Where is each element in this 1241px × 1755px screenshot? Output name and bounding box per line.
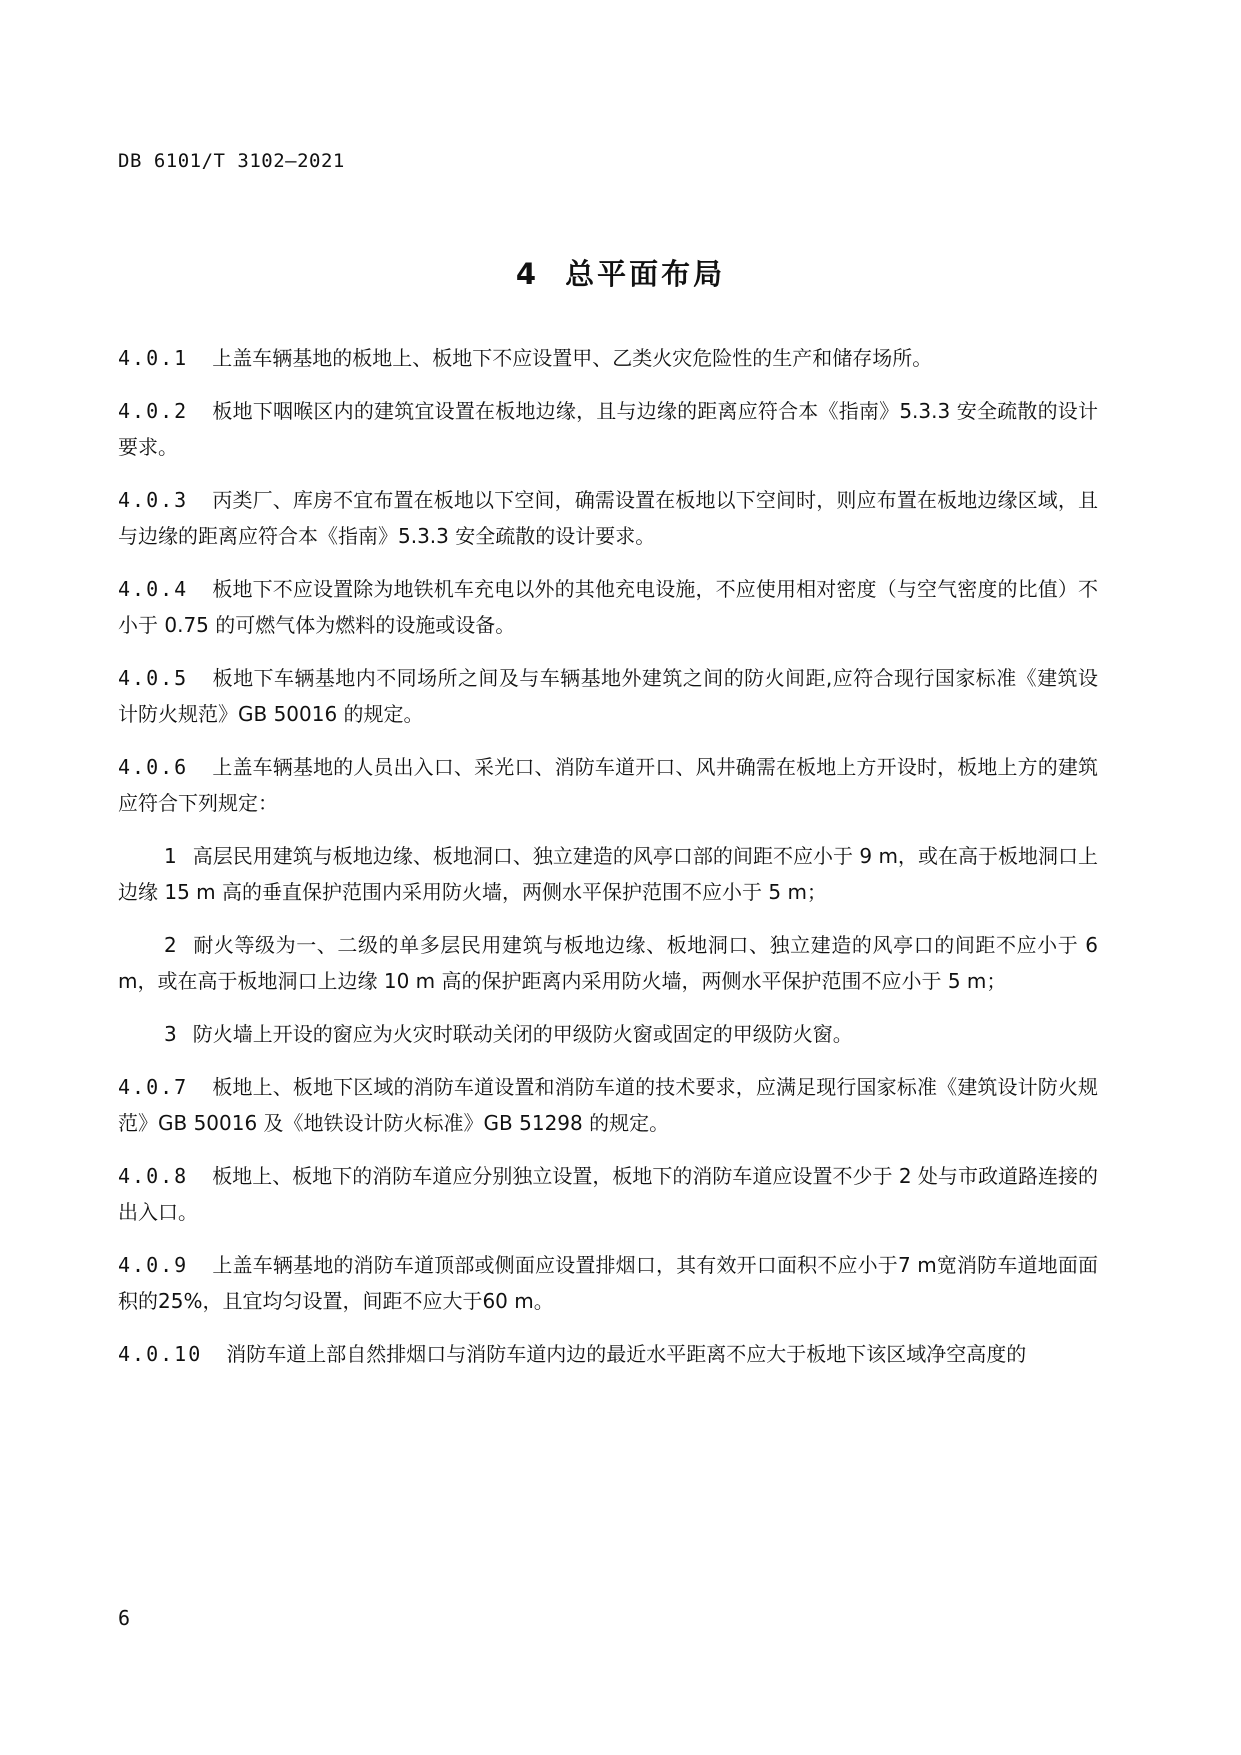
item-text: 耐火等级为一、二级的单多层民用建筑与板地边缘、板地洞口、独立建造的风亭口的间距不应小于 6 m，或在高于板地洞口上边缘 10 m 高的保护距离内采用防火墙，两侧水平保护范围不应小于 5 m；: [118, 933, 1098, 993]
clause-text: 丙类厂、库房不宜布置在板地以下空间，确需设置在板地以下空间时，则应布置在板地边缘区域，且与边缘的距离应符合本《指南》5.3.3 安全疏散的设计要求。: [118, 488, 1098, 548]
item-number: 2: [164, 933, 177, 957]
clause-text: 板地上、板地下的消防车道应分别独立设置，板地下的消防车道应设置不少于 2 处与市政道路连接的出入口。: [118, 1164, 1098, 1224]
item-number: 1: [164, 844, 177, 868]
clause-4-0-5: [118, 660, 1098, 732]
clause-number: 4.0.5: [118, 666, 189, 690]
clause-number: 4.0.8: [118, 1164, 189, 1188]
chapter-title-text: 总平面布局: [565, 257, 726, 291]
clause-4-0-7: [118, 1069, 1098, 1141]
clause-4-0-10: [118, 1336, 1098, 1372]
clause-text: 上盖车辆基地的板地上、板地下不应设置甲、乙类火灾危险性的生产和储存场所。: [212, 346, 933, 370]
clause-text: 板地下不应设置除为地铁机车充电以外的其他充电设施，不应使用相对密度（与空气密度的比值）不小于 0.75 的可燃气体为燃料的设施或设备。: [118, 577, 1098, 637]
item-text: 防火墙上开设的窗应为火灾时联动关闭的甲级防火窗或固定的甲级防火窗。: [192, 1022, 853, 1046]
clause-4-0-3: [118, 482, 1098, 554]
clause-text: 板地上、板地下区域的消防车道设置和消防车道的技术要求，应满足现行国家标准《建筑设计防火规范》GB 50016 及《地铁设计防火标准》GB 51298 的规定。: [118, 1075, 1098, 1135]
clause-4-0-2: [118, 393, 1098, 465]
clause-text: 上盖车辆基地的消防车道顶部或侧面应设置排烟口，其有效开口面积不应小于7 m宽消防车道地面面积的25%，且宜均匀设置，间距不应大于60 m。: [118, 1253, 1098, 1313]
chapter-number: 4: [515, 257, 540, 291]
clause-4-0-4: [118, 571, 1098, 643]
clause-number: 4.0.3: [118, 488, 189, 512]
clause-number: 4.0.7: [118, 1075, 189, 1099]
list-item-1: [118, 838, 1098, 910]
clause-text: 消防车道上部自然排烟口与消防车道内边的最近水平距离不应大于板地下该区域净空高度的: [226, 1342, 1027, 1366]
clause-number: 4.0.2: [118, 399, 189, 423]
clause-4-0-8: [118, 1158, 1098, 1230]
list-item-2: [118, 927, 1098, 999]
list-item-3: [118, 1016, 1098, 1052]
clause-number: 4.0.4: [118, 577, 189, 601]
clause-text: 板地下咽喉区内的建筑宜设置在板地边缘，且与边缘的距离应符合本《指南》5.3.3 安全疏散的设计要求。: [118, 399, 1098, 459]
clause-number: 4.0.1: [118, 346, 189, 370]
clause-4-0-1: [118, 340, 1098, 376]
document-body: [118, 340, 1098, 1389]
clause-text: 上盖车辆基地的人员出入口、采光口、消防车道开口、风井确需在板地上方开设时，板地上方的建筑应符合下列规定：: [118, 755, 1098, 815]
clause-number: 4.0.6: [118, 755, 189, 779]
document-code: DB 6101/T 3102—2021: [118, 150, 345, 172]
clause-text: 板地下车辆基地内不同场所之间及与车辆基地外建筑之间的防火间距,应符合现行国家标准《建筑设计防火规范》GB 50016 的规定。: [118, 666, 1098, 726]
clause-4-0-6: [118, 749, 1098, 821]
clause-4-0-9: [118, 1247, 1098, 1319]
page-number: 6: [118, 1606, 131, 1630]
chapter-title: [0, 252, 1241, 293]
item-text: 高层民用建筑与板地边缘、板地洞口、独立建造的风亭口部的间距不应小于 9 m，或在高于板地洞口上边缘 15 m 高的垂直保护范围内采用防火墙，两侧水平保护范围不应小于 5 m；: [118, 844, 1098, 904]
item-number: 3: [164, 1022, 177, 1046]
clause-number: 4.0.9: [118, 1253, 189, 1277]
clause-number: 4.0.10: [118, 1342, 203, 1366]
